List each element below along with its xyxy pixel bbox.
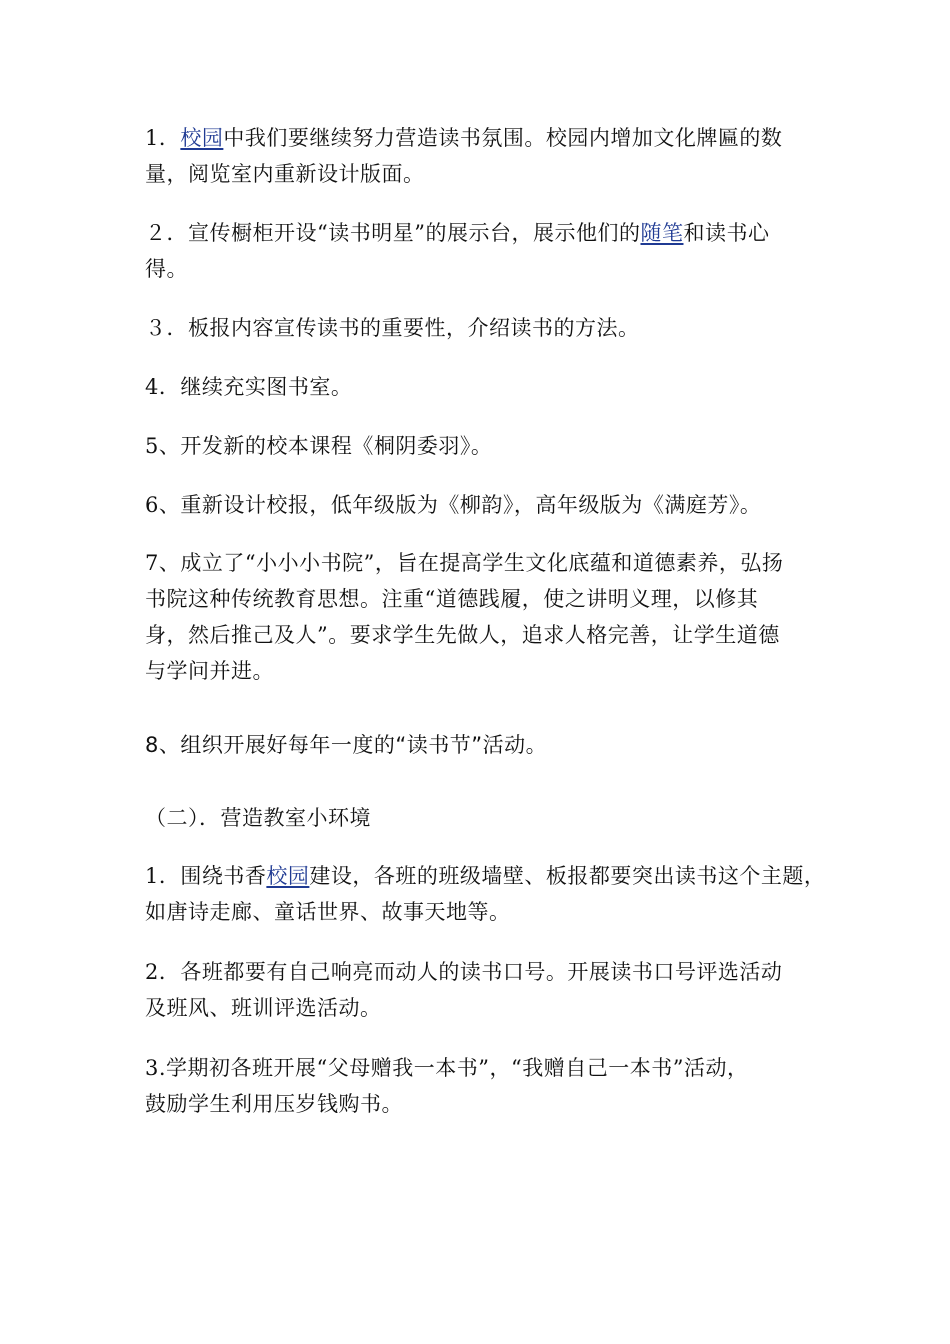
section-item-3-line-2: 鼓励学生利用压岁钱购书。 <box>145 1092 403 1116</box>
item-4-line-1: 4．继续充实图书室。 <box>145 375 353 399</box>
section-item-2-line-1: 2．各班都要有自己响亮而动人的读书口号。开展读书口号评选活动 <box>145 960 783 984</box>
item-3-line-1: ３．板报内容宣传读书的重要性，介绍读书的方法。 <box>145 316 640 340</box>
section-item-3-line-1: 3.学期初各班开展“父母赠我一本书”，“我赠自己一本书”活动， <box>145 1056 749 1080</box>
item-7-line-4: 与学问并进。 <box>145 659 274 683</box>
section-item-1-line-2: 如唐诗走廊、童话世界、故事天地等。 <box>145 900 511 924</box>
item-8-line-1: 8、组织开展好每年一度的“读书节”活动。 <box>145 733 548 757</box>
item-8 <box>145 727 825 763</box>
item-1-text: 中我们要继续努力营造读书氛围。校园内增加文化牌匾的数 <box>223 126 783 150</box>
item-3 <box>145 310 825 346</box>
item-7-line-1: 7、成立了“小小小书院”，旨在提高学生文化底蕴和道德素养，弘扬 <box>145 551 784 575</box>
section-item-1-text: 1．围绕书香 <box>145 864 267 888</box>
item-2-line-1 <box>145 215 825 251</box>
item-7-line-2: 书院这种传统教育思想。注重“道德践履，使之讲明义理，以修其 <box>145 587 759 611</box>
campus-link[interactable]: 校园 <box>180 126 224 150</box>
essay-link[interactable]: 随笔 <box>640 221 684 245</box>
item-7 <box>145 545 825 689</box>
item-1-line-1 <box>145 120 825 156</box>
campus-link-2[interactable]: 校园 <box>266 864 310 888</box>
item-7-line-3: 身，然后推己及人”。要求学生先做人，追求人格完善，让学生道德 <box>145 623 780 647</box>
item-1-line-2: 量，阅览室内重新设计版面。 <box>145 162 425 186</box>
item-1 <box>145 120 825 192</box>
item-6-line-1: 6、重新设计校报，低年级版为《柳韵》，高年级版为《满庭芳》。 <box>145 493 762 517</box>
item-4 <box>145 369 825 405</box>
item-1-number: 1． <box>145 126 181 150</box>
section-item-3 <box>145 1050 825 1122</box>
section-item-1-line-1 <box>145 858 825 894</box>
item-2-line-2: 得。 <box>145 257 188 281</box>
item-5-line-1: 5、开发新的校本课程《桐阴委羽》。 <box>145 434 493 458</box>
section-item-2-line-2: 及班风、班训评选活动。 <box>145 996 382 1020</box>
item-2 <box>145 215 825 287</box>
section-item-2 <box>145 954 825 1026</box>
section-heading <box>145 800 825 836</box>
item-2-text: ２．宣传橱柜开设“读书明星”的展示台，展示他们的 <box>145 221 641 245</box>
item-2-text-end: 和读书心 <box>683 221 770 245</box>
section-2-heading: （二）．营造教室小环境 <box>145 806 371 830</box>
item-5 <box>145 428 825 464</box>
section-item-1-text-end: 建设，各班的班级墙壁、板报都要突出读书这个主题， <box>309 864 826 888</box>
section-item-1 <box>145 858 825 930</box>
item-6 <box>145 487 825 523</box>
